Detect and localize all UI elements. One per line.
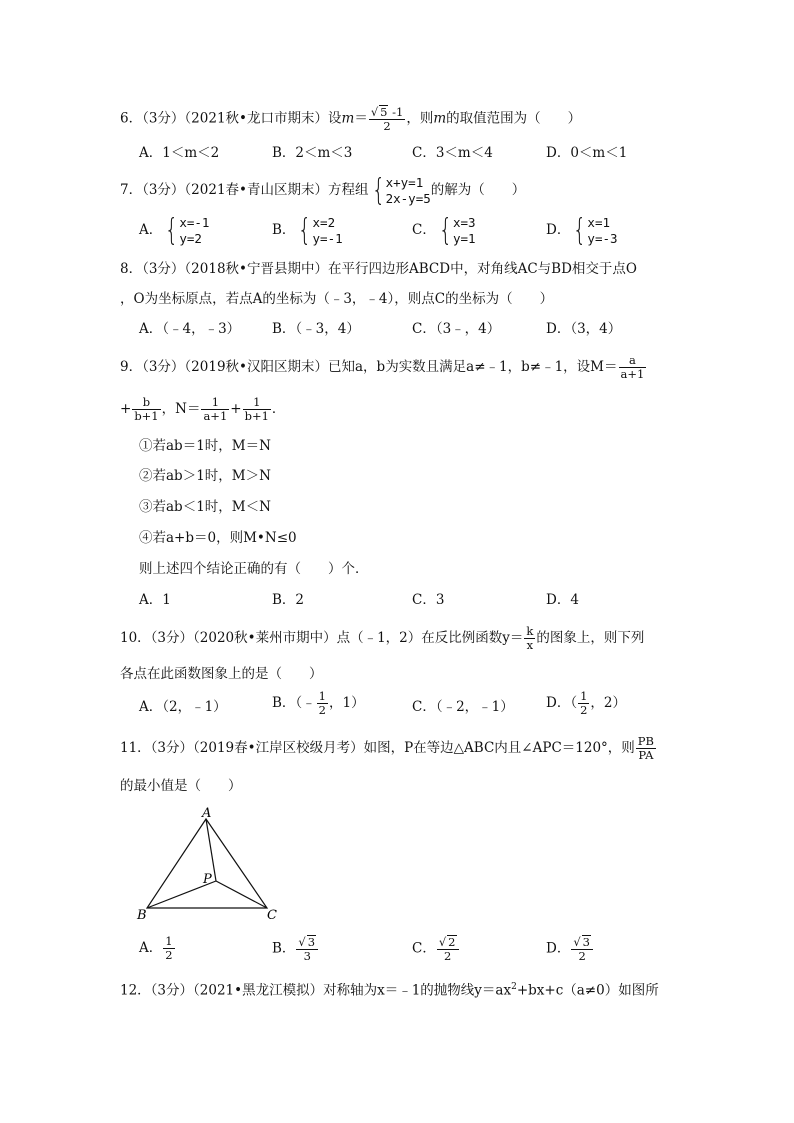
sqrt5-minus-1-over-2: $\frac{√ 5 -1}{2}$ [370,105,404,133]
triangle-abc [147,819,267,908]
q9-statement-4: ④若a+b＝0，则M•N≤0 [139,530,297,546]
label-a: A [202,806,212,821]
equilateral-triangle-figure [133,805,293,925]
pb-over-pa: $\frac{PB}{PA}$ [637,734,654,762]
q9-option-a: A．1 [139,592,171,608]
one-over-b-plus-1: $\frac{1}{b+1}$ [244,395,269,423]
q11-option-b: B． $\frac{√ 3}{3}$ [272,935,319,963]
label-p: P [203,872,212,887]
a-over-a-plus-1: $\frac{a}{a+1}$ [620,353,645,381]
q9-option-d: D．4 [546,592,579,608]
one-over-a-plus-1: $\frac{1}{a+1}$ [203,395,228,423]
q7-option-c: C．{ x=3 y=1 [412,212,476,248]
question-10-line-1: 10．（3分）（2020秋•莱州市期中）点（﹣1，2）在反比例函数y＝ $\frac{k}{x}$ 的图象上，则下列 [120,624,645,652]
equation-system: x+y=1 2x-y=5 [385,174,431,206]
q10-option-c: C．（﹣2，﹣1） [412,699,514,715]
q6-option-c: C．3＜m＜4 [412,145,493,161]
question-10-line-2: 各点在此函数图象上的是（ ） [120,666,323,682]
q9-statement-1: ①若ab＝1时，M＝N [139,438,271,454]
q11-option-c: C． $\frac{√ 2}{2}$ [412,935,460,963]
q6-option-d: D．0＜m＜1 [546,145,628,161]
q6-option-b: B．2＜m＜3 [272,145,353,161]
segment-pc [216,881,267,908]
q6-option-a: A．1＜m＜2 [139,145,220,161]
question-11-line-1: 11．（3分）（2019春•江岸区校级月考）如图，P在等边△ABC内且∠APC＝120°，则 $\frac{PB}{PA}$ [120,734,654,762]
question-7-stem: 7．（3分）（2021春•青山区期末）方程组{ x+y=1 2x-y=5 的解为（ ） [120,172,526,208]
q8-option-b: B．（﹣3，4） [272,321,360,337]
q11-option-a: A． $\frac{1}{2}$ [139,934,173,962]
q10-option-a: A．（2，﹣1） [139,699,227,715]
question-8-line-1: 8．（3分）（2018秋•宁晋县期中）在平行四边形ABCD中，对角线AC与BD相交于点O [120,261,637,277]
q7-option-d: D．{ x=1 y=-3 [546,212,618,248]
q7-option-a: A．{ x=-1 y=2 [139,212,210,248]
q8-option-a: A．（﹣4，﹣3） [139,321,241,337]
q9-option-c: C．3 [412,592,445,608]
q9-option-b: B．2 [272,592,305,608]
q9-conclusion: 则上述四个结论正确的有（ ）个． [139,561,369,577]
question-12-line-1: 12．（3分）（2021•黑龙江模拟）对称轴为x＝﹣1的抛物线$y=ax^2+bx+c(a\ne 0)$如图所 [120,982,659,999]
question-9-line-1: 9．（3分）（2019秋•汉阳区期末）已知a，b为实数且满足a≠﹣1，b≠﹣1，设M＝ $\frac{a}{a+1}$ [120,353,645,381]
question-8-line-2: ，O为坐标原点，若点A的坐标为（﹣3，﹣4），则点C的坐标为（ ） [120,291,554,307]
label-b: B [137,908,147,923]
question-6-stem: 6．（3分）（2021秋•龙口市期末）设m＝ $\frac{√ 5 -1}{2}$ ，则m的取值范围为（ ） [120,105,582,133]
q10-option-b: B．（﹣ $\frac{1}{2}$ ，1） [272,689,365,717]
b-over-b-plus-1: $\frac{b}{b+1}$ [134,395,159,423]
q8-option-c: C．（3﹣，4） [412,321,501,337]
q11-option-d: D． $\frac{√ 3}{2}$ [546,935,594,963]
system-brace: { [371,172,385,208]
question-11-line-2: 的最小值是（ ） [120,778,242,794]
q9-statement-2: ②若ab＞1时，M＞N [139,468,271,484]
q9-statement-3: ③若ab＜1时，M＜N [139,499,271,515]
k-over-x: $\frac{k}{x}$ [526,624,534,652]
q7-option-b: B．{ x=2 y=-1 [272,212,343,248]
label-c: C [267,908,277,923]
question-9-line-2: + $\frac{b}{b+1}$ ，N＝ $\frac{1}{a+1}$ + $\frac{1}{b+1}$ ． [120,395,286,423]
q10-option-d: D．（ $\frac{1}{2}$ ，2） [546,689,626,717]
q8-option-d: D．（3，4） [546,321,622,337]
